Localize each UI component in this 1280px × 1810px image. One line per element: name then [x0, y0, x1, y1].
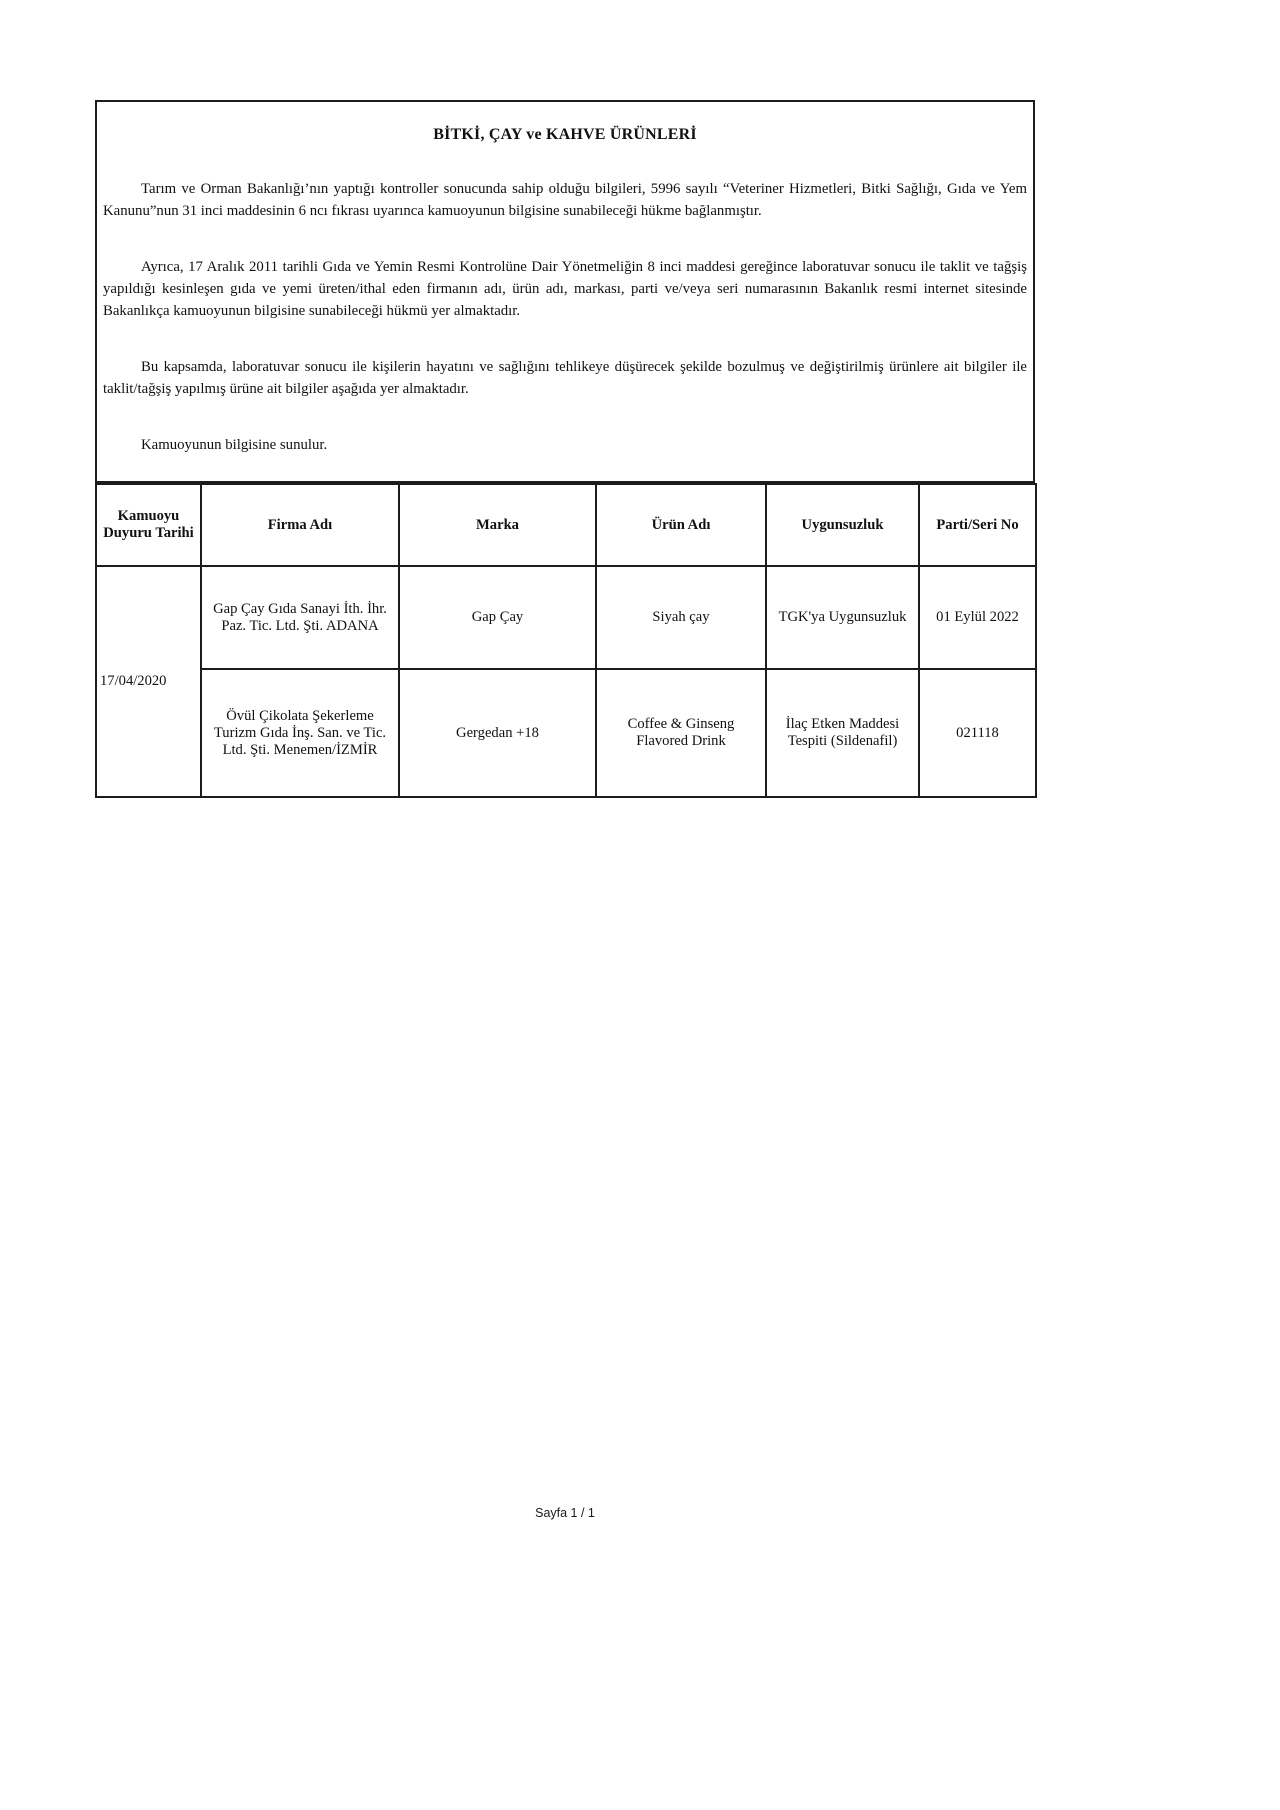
cell-uygunsuzluk: TGK'ya Uygunsuzluk	[766, 566, 919, 669]
cell-firma-adi: Övül Çikolata Şekerleme Turizm Gıda İnş. San. ve Tic. Ltd. Şti. Menemen/İZMİR	[201, 669, 399, 797]
column-header-duyuru-tarihi: Kamuoyu Duyuru Tarihi	[96, 484, 201, 566]
paragraph-closing: Kamuoyunun bilgisine sunulur.	[141, 437, 328, 453]
cell-uygunsuzluk: İlaç Etken Maddesi Tespiti (Sildenafil)	[766, 669, 919, 797]
table-row	[96, 566, 1036, 669]
cell-urun-adi: Coffee & Ginseng Flavored Drink	[596, 669, 766, 797]
page-number: Sayfa 1 / 1	[535, 1506, 595, 1520]
noncompliant-products-table	[95, 483, 1037, 798]
cell-announcement-date: 17/04/2020	[96, 566, 201, 797]
column-header-parti-seri-no: Parti/Seri No	[919, 484, 1036, 566]
table-header-row	[96, 484, 1036, 566]
page-title: BİTKİ, ÇAY ve KAHVE ÜRÜNLERİ	[433, 126, 697, 143]
cell-parti-seri-no: 021118	[919, 669, 1036, 797]
column-header-marka: Marka	[399, 484, 596, 566]
column-header-urun-adi: Ürün Adı	[596, 484, 766, 566]
paragraph-legal-basis: Tarım ve Orman Bakanlığı’nın yaptığı kontroller sonucunda sahip olduğu bilgileri, 5996 sayılı “Veteriner Hizmetleri, Bitki Sağlığı, Gıda ve Yem Kanunu”nun 31 inci maddesinin 6 ncı fıkrası uyarınca kamuoyunun bilgisine sunabileceği hükme bağlanmıştır.	[103, 181, 1027, 219]
cell-marka: Gap Çay	[399, 566, 596, 669]
cell-firma-adi: Gap Çay Gıda Sanayi İth. İhr. Paz. Tic. Ltd. Şti. ADANA	[201, 566, 399, 669]
cell-parti-seri-no: 01 Eylül 2022	[919, 566, 1036, 669]
content-column	[95, 100, 1035, 798]
paragraph-regulation: Ayrıca, 17 Aralık 2011 tarihli Gıda ve Yemin Resmi Kontrolüne Dair Yönetmeliğin 8 inci maddesi gereğince laboratuvar sonucu ile taklit ve tağşiş yapıldığı kesinleşen gıda ve yemi üreten/ithal eden firmanın adı, ürün adı, markası, parti ve/veya seri numarasının Bakanlık resmi internet sitesinde Bakanlıkça kamuoyunun bilgisine sunabileceği hükmü yer almaktadır.	[103, 259, 1027, 319]
cell-marka: Gergedan +18	[399, 669, 596, 797]
paragraph-scope: Bu kapsamda, laboratuvar sonucu ile kişilerin hayatını ve sağlığını tehlikeye düşürecek şekilde bozulmuş ve değiştirilmiş ürünlere ait bilgiler ile taklit/tağşiş yapılmış ürüne ait bilgiler aşağıda yer almaktadır.	[103, 359, 1027, 397]
table-row	[96, 669, 1036, 797]
column-header-uygunsuzluk: Uygunsuzluk	[766, 484, 919, 566]
column-header-firma-adi: Firma Adı	[201, 484, 399, 566]
cell-urun-adi: Siyah çay	[596, 566, 766, 669]
announcement-text-box	[95, 100, 1035, 483]
